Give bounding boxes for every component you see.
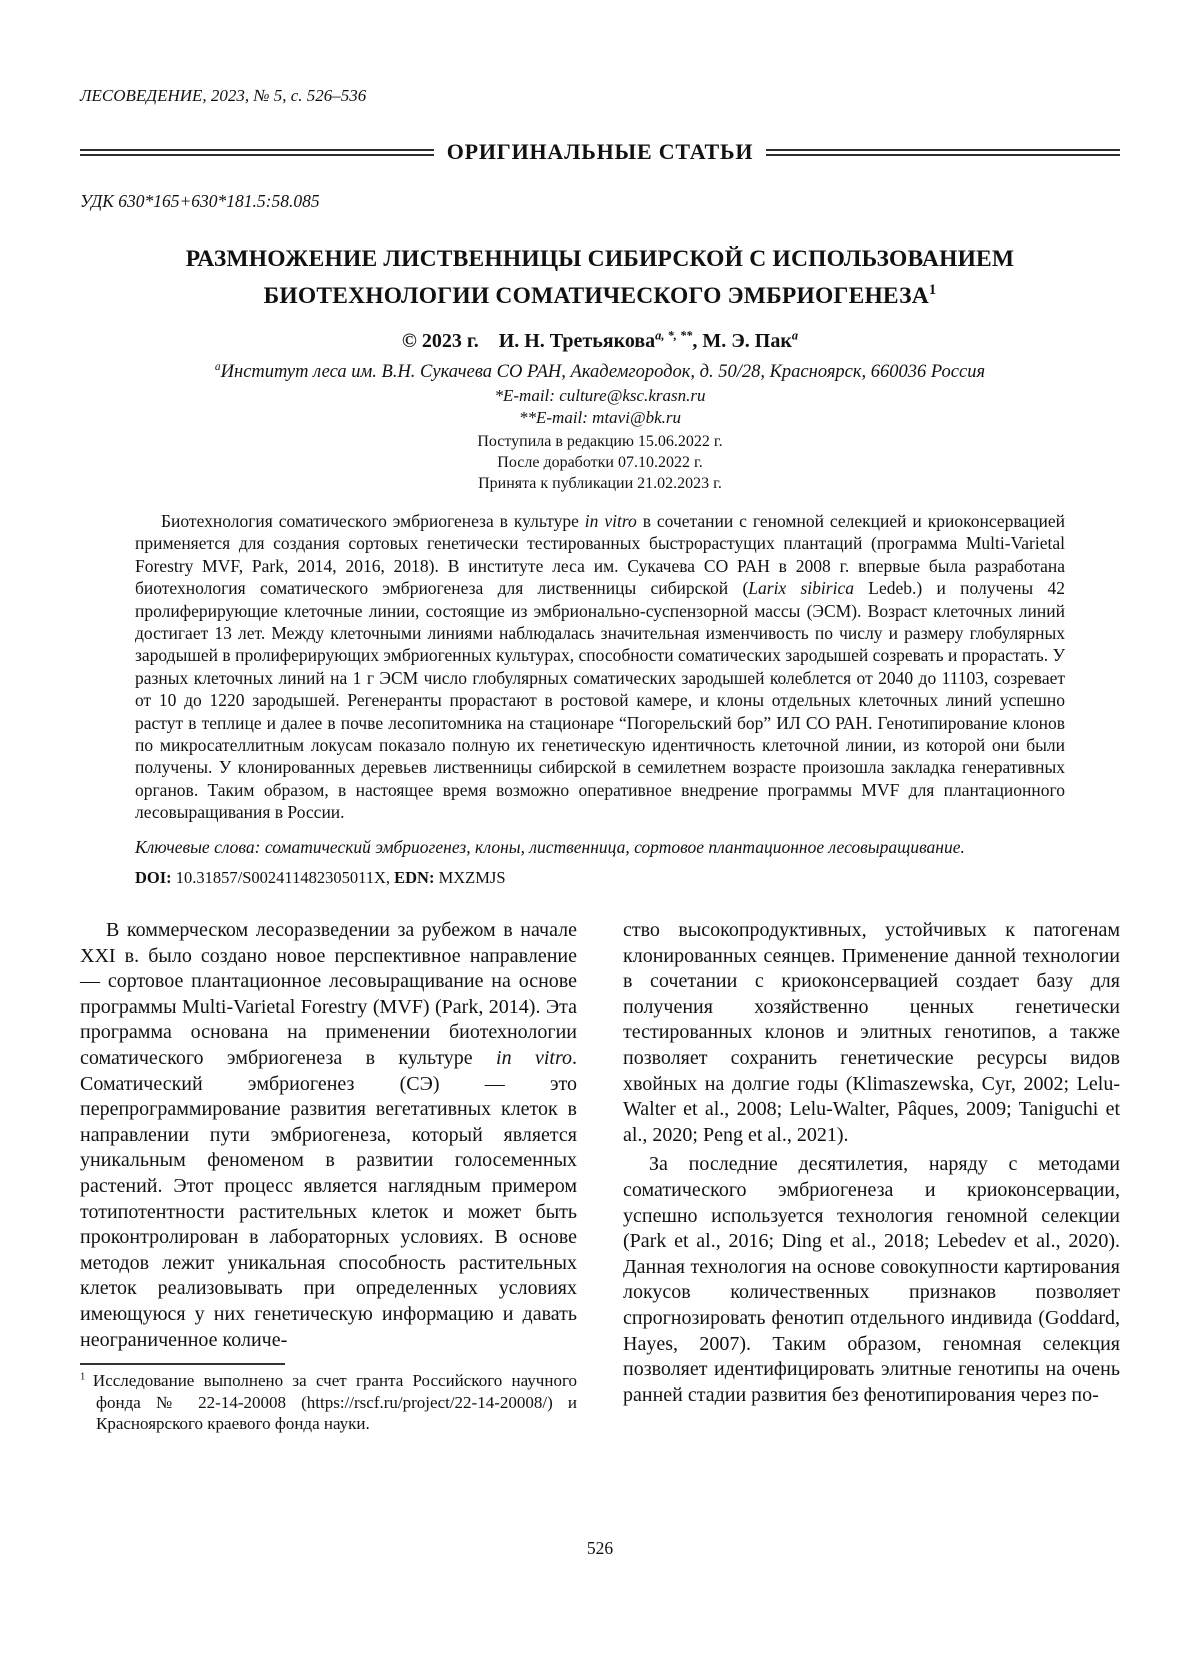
authors-byline: © 2023 г. И. Н. Третьякова$^{a, *, **}$, М. Э. Пак$^a$: [401, 328, 799, 352]
emails-block: [80, 385, 1120, 429]
banner-rule-right: [766, 149, 1120, 156]
article-title-line1: РАЗМНОЖЕНИЕ ЛИСТВЕННИЦЫ СИБИРСКОЙ С ИСПОЛЬЗОВАНИЕМ: [185, 246, 1015, 272]
footnote: [80, 1363, 577, 1435]
email-line-2: **E-mail: mtavi@bk.ru: [519, 408, 681, 427]
footnote-rule: [80, 1363, 285, 1365]
history-accepted: Принята к публикации 21.02.2023 г.: [478, 475, 722, 492]
history-received: Поступила в редакцию 15.06.2022 г.: [477, 433, 723, 450]
section-banner-title: ОРИГИНАЛЬНЫЕ СТАТЬИ: [446, 139, 754, 164]
section-banner: [80, 139, 1120, 165]
article-title-line2: БИОТЕХНОЛОГИИ СОМАТИЧЕСКОГО ЭМБРИОГЕНЕЗА$^1$: [263, 282, 937, 309]
article-history: [80, 431, 1120, 494]
body-column-left: [80, 918, 577, 1435]
body-paragraph: В коммерческом лесоразведении за рубежом в начале XXI в. было создано новое перспективное направление — сортовое плантационное лесовыращивание на основе программы Multi-Varietal Forestry (MVF) (Park, 2014). Эта программа основана на применении биотехнологии соматического эмбриогенеза в культуре in vitro. Соматический эмбриогенез (СЭ) — это перепрограммирование развития вегетативных клеток в направлении пути эмбриогенеза, который является уникальным феноменом в развитии голосеменных растений. Этот процесс является наглядным примером тотипотентности растительных клеток и может быть проконтролирован в лабораторных условиях. В основе методов лежит уникальная способность растительных клеток реализовывать при определенных условиях имеющуюся у них генетическую информацию и давать неограниченное количе-: [80, 919, 577, 1351]
udc-code: УДК 630*165+630*181.5:58.085: [80, 191, 320, 211]
page-number: 526: [586, 1538, 614, 1558]
abstract: Биотехнология соматического эмбриогенеза в культуре in vitro в сочетании с геномной селекцией и криоконсервацией применяется для создания сортовых генетически тестированных быстрорастущих плантаций (программа Multi-Varietal Forestry MVF, Park, 2014, 2016, 2018). В институте леса им. Сукачева СО РАН в 2008 г. впервые была разработана биотехнология соматического эмбриогенеза для лиственницы сибирской (Larix sibirica Ledeb.) и получены 42 пролиферирующие клеточные линии, состоящие из эмбрионально-суспензорной массы (ЭСМ). Возраст клеточных линий достигает 13 лет. Между клеточными линиями наблюдалась значительная изменчивость по числу и размеру глобулярных зародышей в пролиферирующих эмбриогенных культурах, способности соматических зародышей созревать и прорастать. У разных клеточных линий на 1 г ЭСМ число глобулярных соматических зародышей колеблется от 2040 до 11103, созревает от 10 до 1220 зародышей. Регенеранты прорастают в ростовой камере, и клоны отдельных клеточных линий успешно растут в теплице и далее в почве лесопитомника на стационаре “Погорельский бор” ИЛ СО РАН. Генотипирование клонов по микросателлитным локусам показало полную их генетическую идентичность клеточной линии, из которой они были получены. У клонированных деревьев лиственницы сибирской в семилетнем возрасте произошла закладка генеративных органов. Таким образом, в настоящее время возможно оперативное внедрение программы MVF для плантационного лесовыращивания в России.: [135, 511, 1065, 823]
body-column-right: [623, 918, 1120, 1435]
history-revised: После доработки 07.10.2022 г.: [497, 454, 703, 471]
banner-rule-left: [80, 149, 434, 156]
running-head: ЛЕСОВЕДЕНИЕ, 2023, № 5, с. 526–536: [80, 86, 367, 105]
keywords: Ключевые слова: соматический эмбриогенез, клоны, лиственница, сортовое плантационное лесовыращивание.: [135, 836, 965, 857]
body-columns: [80, 918, 1120, 1435]
footnote-text: $^1$ Исследование выполнено за счет гранта Российского научного фонда № 22-14-20008 (https://rscf.ru/project/22-14-20008/) и Красноярского краевого фонда науки.: [80, 1371, 577, 1434]
email-line-1: *E-mail: culture@ksc.krasn.ru: [494, 386, 706, 405]
doi-line: DOI: 10.31857/S002411482305011X, EDN: MXZMJS: [135, 868, 506, 888]
article-title: [80, 241, 1120, 315]
affiliation: $^a$Институт леса им. В.Н. Сукачева СО РАН, Академгородок, д. 50/28, Красноярск, 660036 Россия: [214, 360, 986, 382]
body-paragraph: ство высокопродуктивных, устойчивых к патогенам клонированных сеянцев. Применение данной технологии в сочетании с криоконсервацией создает базу для получения хозяйственно ценных генетически тестированных клонов и элитных генотипов, а также позволяет сохранить генетические ресурсы видов хвойных на долгие годы (Klimaszewska, Cyr, 2002; Lelu-Walter et al., 2008; Lelu-Walter, Pâques, 2009; Taniguchi et al., 2020; Peng et al., 2021).: [623, 919, 1120, 1146]
body-paragraph: За последние десятилетия, наряду с методами соматического эмбриогенеза и криоконсервации, успешно используется технология геномной селекции (Park et al., 2016; Ding et al., 2018; Lebedev et al., 2020). Данная технология на основе совокупности картирования локусов количественных признаков позволяет спрогнозировать фенотип отдельного индивида (Goddard, Hayes, 2007). Таким образом, геномная селекция позволяет идентифицировать элитные генотипы на очень ранней стадии развития без фенотипирования через по-: [623, 1153, 1120, 1406]
